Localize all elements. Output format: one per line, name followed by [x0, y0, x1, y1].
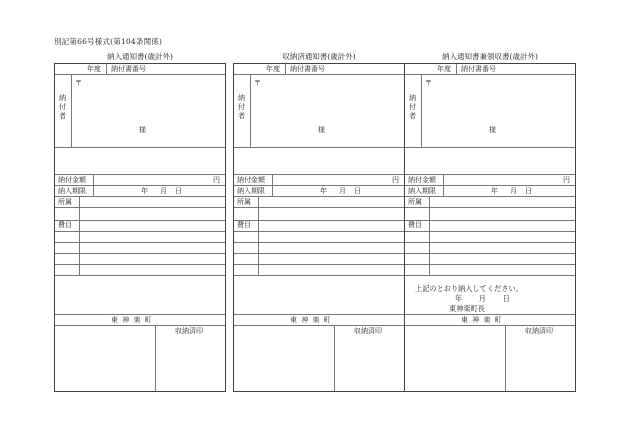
form-rule: [234, 207, 404, 208]
deadline-year: 年: [320, 187, 327, 195]
sama-label: 様: [139, 126, 146, 134]
form-divider: [429, 196, 430, 275]
form-rule: [234, 275, 404, 276]
form-rule: [234, 196, 404, 197]
form-divider: [443, 174, 444, 196]
form-rule: [234, 231, 404, 232]
form-rule: [234, 253, 404, 254]
deadline-day: 日: [175, 187, 182, 195]
form-rule: [55, 147, 225, 148]
form-divider: [71, 74, 72, 147]
form-divider: [505, 325, 506, 391]
deadline-month: 月: [510, 187, 517, 195]
notice-line1: 上記のとおり納入してください。: [415, 284, 523, 293]
form-rule: [405, 196, 575, 197]
deadline-month: 月: [160, 187, 167, 195]
deadline-day: 日: [525, 187, 532, 195]
form-divider: [456, 64, 457, 74]
form-rule: [55, 253, 225, 254]
slip-3: [404, 51, 576, 391]
receipt-stamp-label: 収納済印: [354, 327, 382, 335]
expense-item-label: 費目: [408, 221, 422, 229]
notice-block: [415, 284, 523, 314]
amount-label: 納付金額: [237, 176, 265, 184]
form-rule: [405, 74, 575, 75]
notice-date: 年 月 日: [455, 294, 510, 303]
deadline-label: 納入期限: [58, 187, 86, 195]
fiscal-year-label: 年度: [437, 65, 451, 73]
slip-title: 収納済通知書(歳計外): [282, 52, 356, 61]
sama-label: 様: [489, 126, 496, 134]
yen-label: 円: [213, 176, 220, 184]
postal-mark: 〒: [254, 79, 261, 87]
form-divider: [106, 64, 107, 74]
form-rule: [234, 264, 404, 265]
form-rule: [55, 231, 225, 232]
form-rule: [405, 147, 575, 148]
expense-item-label: 費目: [58, 221, 72, 229]
deadline-year: 年: [141, 187, 148, 195]
notice-mayor: 東神楽町長: [449, 304, 485, 313]
postal-mark: 〒: [425, 79, 432, 87]
affiliation-label: 所属: [408, 198, 422, 206]
form-rule: [405, 242, 575, 243]
form-divider: [93, 174, 94, 196]
form-divider: [250, 74, 251, 147]
slip-title: 納入通知書(歳計外): [107, 52, 173, 61]
form-rule: [234, 242, 404, 243]
form-rule: [55, 196, 225, 197]
form-rule: [55, 74, 225, 75]
form-divider: [155, 325, 156, 391]
fiscal-year-label: 年度: [87, 65, 101, 73]
fiscal-year-label: 年度: [266, 65, 280, 73]
town-name: 東 神 楽 町: [290, 316, 332, 324]
expense-item-label: 費目: [237, 221, 251, 229]
receipt-stamp-label: 収納済印: [525, 327, 553, 335]
form-rule: [405, 207, 575, 208]
form-rule: [405, 264, 575, 265]
form-rule: [55, 275, 225, 276]
deadline-label: 納入期限: [408, 187, 436, 195]
deadline-label: 納入期限: [237, 187, 265, 195]
town-name: 東 神 楽 町: [111, 316, 153, 324]
form-divider: [334, 325, 335, 391]
form-rule: [234, 74, 404, 75]
postal-mark: 〒: [75, 79, 82, 87]
form-divider: [285, 64, 286, 74]
amount-label: 納付金額: [408, 176, 436, 184]
slip-2: [233, 51, 405, 391]
slip-form: [233, 63, 405, 392]
form-rule: [405, 253, 575, 254]
slip-form: [54, 63, 226, 392]
payment-number-label: 納付書番号: [111, 65, 146, 73]
town-name: 東 神 楽 町: [461, 316, 503, 324]
affiliation-label: 所属: [58, 198, 72, 206]
payer-label: 納 付 者: [409, 94, 416, 120]
yen-label: 円: [563, 176, 570, 184]
form-rule: [234, 147, 404, 148]
yen-label: 円: [392, 176, 399, 184]
deadline-year: 年: [491, 187, 498, 195]
form-rule: [55, 264, 225, 265]
form-rule: [405, 231, 575, 232]
sama-label: 様: [318, 126, 325, 134]
slip-form: [404, 63, 576, 392]
payer-label: 納 付 者: [59, 94, 66, 120]
payer-label: 納 付 者: [238, 94, 245, 120]
amount-label: 納付金額: [58, 176, 86, 184]
slip-1: [54, 51, 226, 391]
deadline-day: 日: [354, 187, 361, 195]
payment-number-label: 納付書番号: [290, 65, 325, 73]
receipt-stamp-label: 収納済印: [175, 327, 203, 335]
form-rule: [405, 275, 575, 276]
payment-number-label: 納付書番号: [461, 65, 496, 73]
deadline-month: 月: [339, 187, 346, 195]
form-rule: [55, 220, 225, 221]
slip-title: 納入通知書兼領収書(歳計外): [442, 52, 538, 61]
document-title: 別記第66号様式(第104条関係): [54, 37, 163, 46]
form-rule: [234, 220, 404, 221]
form-rule: [55, 207, 225, 208]
form-divider: [79, 196, 80, 275]
form-divider: [258, 196, 259, 275]
form-rule: [405, 220, 575, 221]
affiliation-label: 所属: [237, 198, 251, 206]
form-rule: [55, 242, 225, 243]
form-divider: [272, 174, 273, 196]
form-divider: [421, 74, 422, 147]
